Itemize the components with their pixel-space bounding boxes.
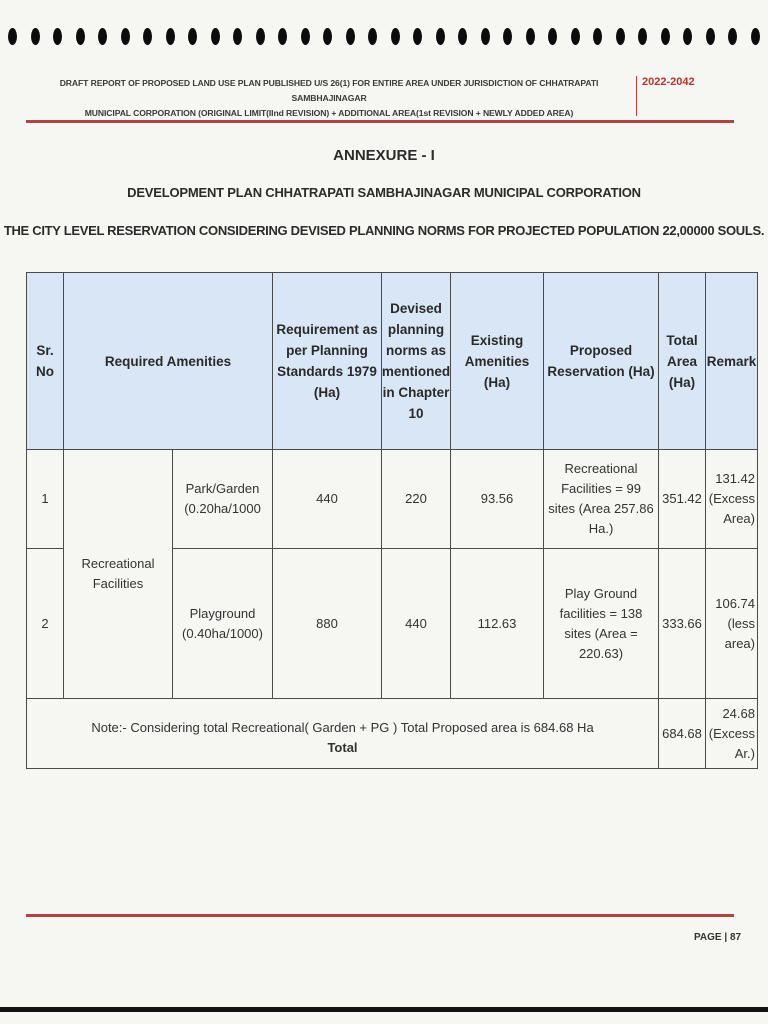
binding-hole — [638, 28, 647, 45]
row-2-requirement: 880 — [272, 548, 382, 699]
binding-hole — [481, 28, 490, 45]
total-label: Total — [327, 739, 358, 755]
binding-hole — [751, 28, 760, 45]
binding-hole — [53, 28, 62, 45]
header-remark: Remark — [705, 272, 758, 450]
binding-hole — [413, 28, 422, 45]
binding-hole — [211, 28, 220, 45]
binding-hole — [661, 28, 670, 45]
header-existing: Existing Amenities (Ha) — [450, 272, 544, 450]
row-1-proposed: Recreational Facilities = 99 sites (Area 257.86 Ha.) — [543, 449, 659, 549]
header-total-area: Total Area (Ha) — [658, 272, 706, 450]
group-recreational-facilities: Recreational Facilities — [63, 449, 173, 699]
header-devised-norms: Devised planning norms as mentioned in Chapter 10 — [381, 272, 451, 450]
binding-hole — [166, 28, 175, 45]
note-total-cell — [26, 698, 659, 769]
binding-hole — [616, 28, 625, 45]
row-2-remark: 106.74 (less area) — [705, 548, 758, 699]
binding-hole — [301, 28, 310, 45]
plan-title: DEVELOPMENT PLAN CHHATRAPATI SAMBHAJINAGAR MUNICIPAL CORPORATION — [127, 185, 641, 200]
header-title — [26, 76, 632, 121]
row-2-total-area: 333.66 — [658, 548, 706, 699]
binding-hole — [706, 28, 715, 45]
header-line-2: MUNICIPAL CORPORATION (ORIGINAL LIMIT(IInd REVISION) + ADDITIONAL AREA(1st REVISION + NEWLY ADDED AREA) — [84, 108, 574, 118]
bottom-edge-bar — [0, 1007, 768, 1012]
header-separator — [636, 76, 637, 116]
header-sr-no: Sr. No — [26, 272, 64, 450]
binding-hole — [8, 28, 17, 45]
footer-rule — [26, 914, 734, 917]
binding-hole — [188, 28, 197, 45]
binding-hole — [323, 28, 332, 45]
header-requirement: Requirement as per Planning Standards 1979 (Ha) — [272, 272, 382, 450]
binding-hole — [548, 28, 557, 45]
row-1-remark: 131.42 (Excess Area) — [705, 449, 758, 549]
binding-hole — [233, 28, 242, 45]
row-1-amenity: Park/Garden (0.20ha/1000 — [172, 449, 273, 549]
row-2-existing: 112.63 — [450, 548, 544, 699]
row-2-devised: 440 — [381, 548, 451, 699]
binding-hole — [143, 28, 152, 45]
binding-hole — [458, 28, 467, 45]
row-2-amenity: Playground (0.40ha/1000) — [172, 548, 273, 699]
table-subtitle: THE CITY LEVEL RESERVATION CONSIDERING DEVISED PLANNING NORMS FOR PROJECTED POPULATION 22,00000 SOULS. — [3, 223, 765, 238]
binding-hole — [503, 28, 512, 45]
total-remark: 24.68 (Excess Ar.) — [705, 698, 758, 769]
binding-hole — [436, 28, 445, 45]
total-area-value: 684.68 — [658, 698, 706, 769]
binding-hole — [346, 28, 355, 45]
page-number: PAGE | 87 — [694, 932, 742, 943]
binding-hole — [278, 28, 287, 45]
row-2-sr: 2 — [26, 548, 64, 699]
header-rule — [26, 120, 734, 123]
row-1-total-area: 351.42 — [658, 449, 706, 549]
header-proposed: Proposed Reservation (Ha) — [543, 272, 659, 450]
binding-hole — [593, 28, 602, 45]
binding-hole — [368, 28, 377, 45]
header-amenities: Required Amenities — [63, 272, 273, 450]
binding-hole — [571, 28, 580, 45]
binding-hole — [728, 28, 737, 45]
row-1-devised: 220 — [381, 449, 451, 549]
note-text: Note:- Considering total Recreational( Garden + PG ) Total Proposed area is 684.68 Ha — [91, 719, 594, 735]
binding-hole — [76, 28, 85, 45]
binding-hole — [683, 28, 692, 45]
row-1-requirement: 440 — [272, 449, 382, 549]
annexure-title: ANNEXURE - I — [333, 147, 435, 164]
spiral-binding — [8, 26, 760, 46]
row-1-sr: 1 — [26, 449, 64, 549]
binding-hole — [98, 28, 107, 45]
binding-hole — [31, 28, 40, 45]
binding-hole — [256, 28, 265, 45]
row-1-existing: 93.56 — [450, 449, 544, 549]
reservation-table — [26, 272, 758, 769]
header-line-1: DRAFT REPORT OF PROPOSED LAND USE PLAN PUBLISHED U/S 26(1) FOR ENTIRE AREA UNDER JURISDICTION OF CHHATRAPATI SAMBHAJINAGAR — [59, 78, 599, 103]
row-2-proposed: Play Ground facilities = 138 sites (Area = 220.63) — [543, 548, 659, 699]
binding-hole — [121, 28, 130, 45]
header-year: 2022-2042 — [642, 76, 695, 88]
binding-hole — [526, 28, 535, 45]
binding-hole — [391, 28, 400, 45]
